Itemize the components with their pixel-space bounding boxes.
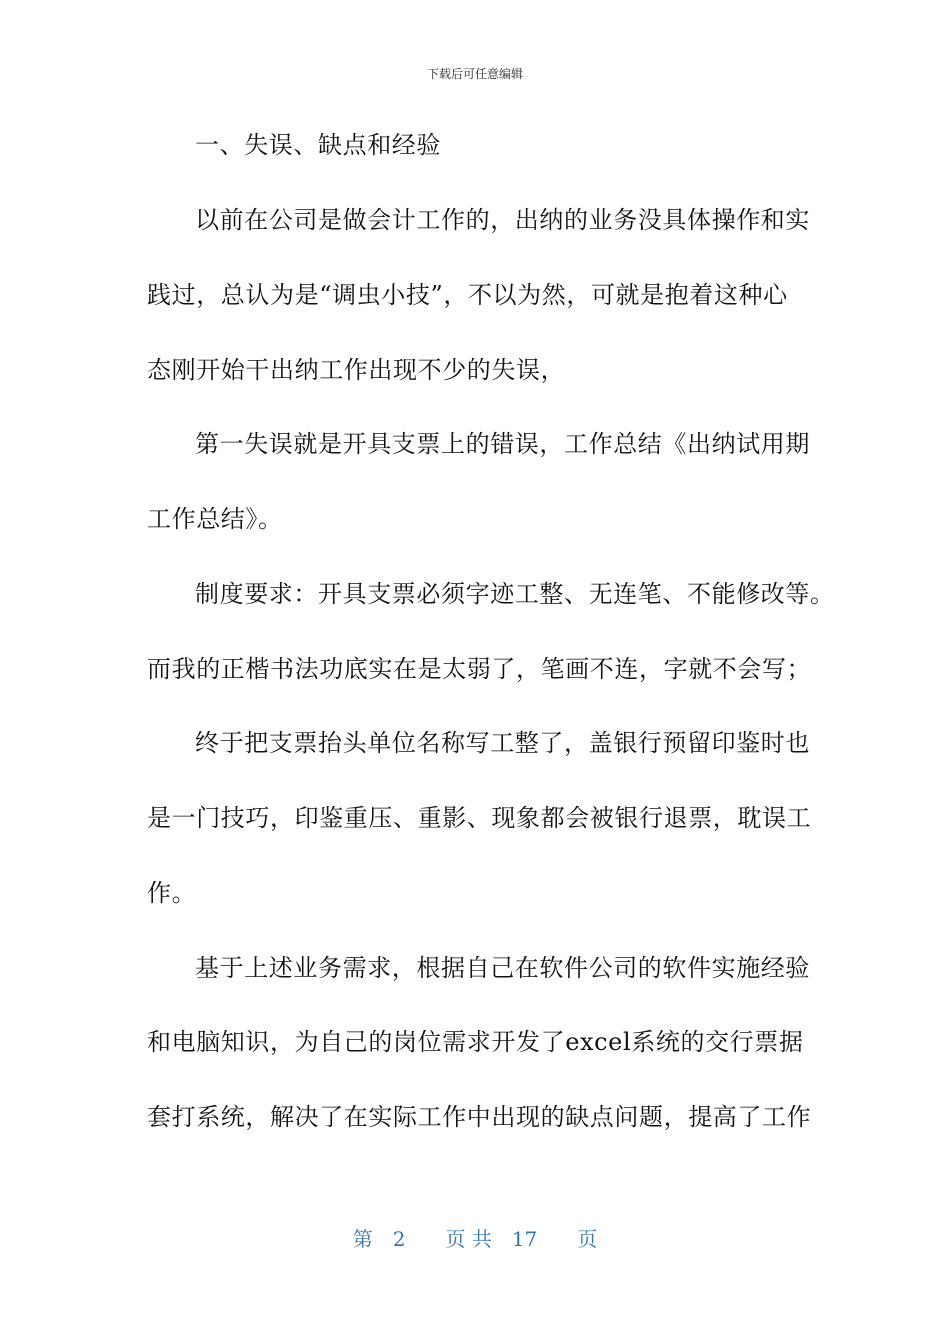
body-line: 制度要求：开具支票必须字迹工整、无连笔、不能修改等。 xyxy=(195,580,835,608)
page-header: 下载后可任意编辑 xyxy=(426,67,523,81)
body-line: 一、失误、缺点和经验 xyxy=(195,131,441,159)
body-line: 以前在公司是做会计工作的，出纳的业务没具体操作和实 xyxy=(195,206,810,234)
page-footer: 第 2 页 共 17 页 xyxy=(352,1227,598,1251)
body-line: 第一失误就是开具支票上的错误，工作总结《出纳试用期 xyxy=(195,430,810,458)
body-line: 作。 xyxy=(147,879,197,907)
body-line: 套打系统，解决了在实际工作中出现的缺点问题，提高了工作 xyxy=(147,1103,812,1131)
body-line: 是一门技巧，印鉴重压、重影、现象都会被银行退票，耽误工 xyxy=(147,804,812,832)
body-line: 态刚开始干出纳工作出现不少的失误， xyxy=(147,356,566,384)
body-line: 工作总结》。 xyxy=(147,505,283,533)
body-line: 基于上述业务需求，根据自己在软件公司的软件实施经验 xyxy=(195,954,810,982)
body-line: 和电脑知识，为自己的岗位需求开发了excel系统的交行票据 xyxy=(147,1028,804,1056)
body-line: 终于把支票抬头单位名称写工整了，盖银行预留印鉴时也 xyxy=(195,729,810,757)
body-line: 而我的正楷书法功底实在是太弱了，笔画不连，字就不会写； xyxy=(147,655,812,683)
body-line: 践过，总认为是“调虫小技”，不以为然，可就是抱着这种心 xyxy=(147,281,788,309)
